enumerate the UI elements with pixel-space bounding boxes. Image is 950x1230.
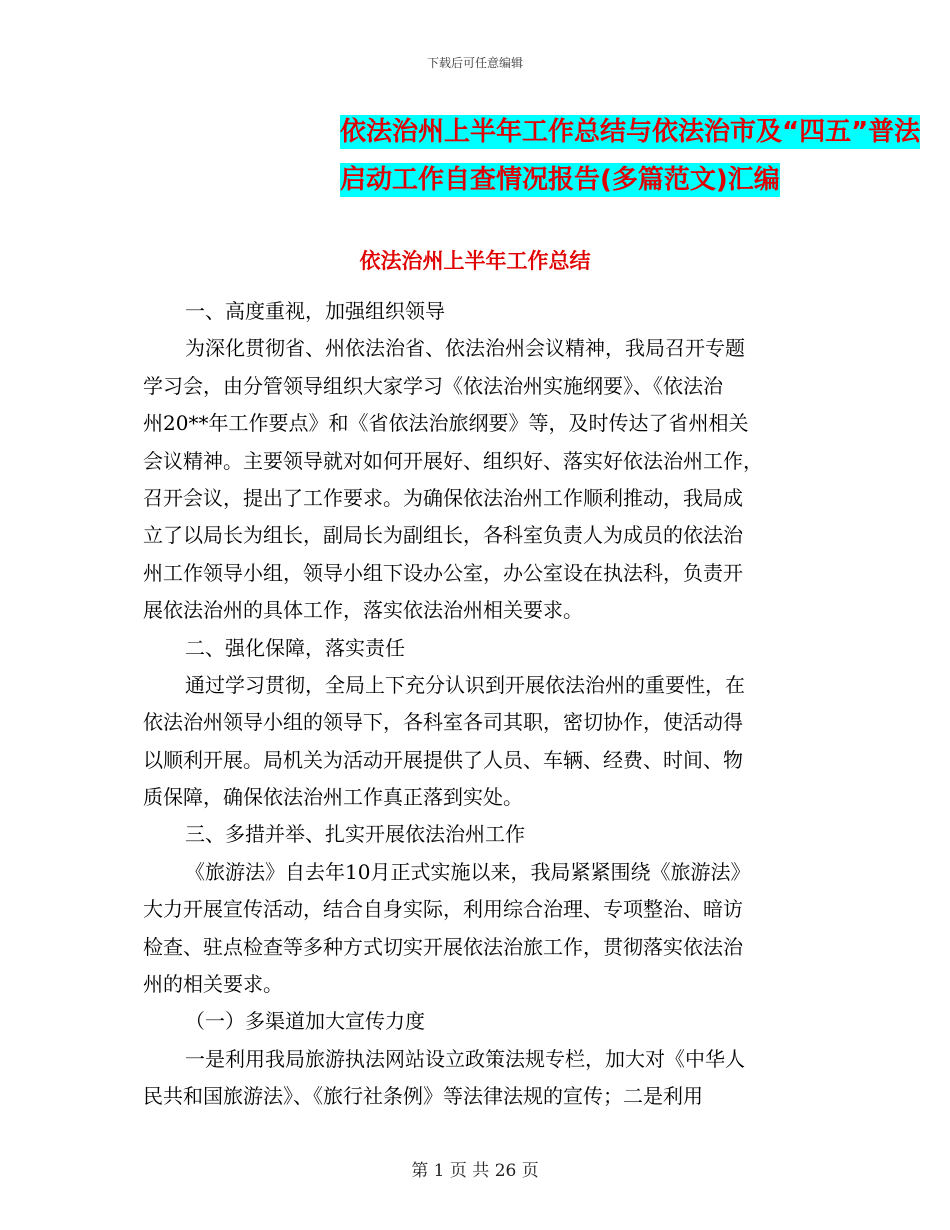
paragraph-line: 州的相关要求。 xyxy=(143,972,283,997)
section-title: 依法治州上半年工作总结 xyxy=(359,249,591,273)
paragraph-line: 州工作领导小组，领导小组下设办公室，办公室设在执法科，负责开 xyxy=(143,560,743,585)
document-title-line-1: 依法治州上半年工作总结与依法治市及“四五”普法 xyxy=(340,117,921,147)
page-footer: 第 1 页 共 26 页 xyxy=(411,1161,539,1181)
paragraph-line: 以顺利开展。局机关为活动开展提供了人员、车辆、经费、时间、物 xyxy=(143,747,743,772)
paragraph-line: 为深化贯彻省、州依法治省、依法治州会议精神，我局召开专题 xyxy=(185,336,745,361)
paragraph-line: 依法治州领导小组的领导下，各科室各司其职，密切协作，使活动得 xyxy=(143,710,743,735)
heading-3: 三、多措并举、扎实开展依法治州工作 xyxy=(185,822,525,847)
paragraph-line: 民共和国旅游法》、《旅行社条例》等法律法规的宣传；二是利用 xyxy=(143,1084,703,1109)
paragraph-line: 《旅游法》自去年10月正式实施以来，我局紧紧围绕《旅游法》 xyxy=(185,859,751,884)
paragraph-line: 通过学习贯彻，全局上下充分认识到开展依法治州的重要性，在 xyxy=(185,672,745,697)
subheading: （一）多渠道加大宣传力度 xyxy=(185,1009,425,1034)
paragraph-line: 一是利用我局旅游执法网站设立政策法规专栏，加大对《中华人 xyxy=(185,1046,745,1071)
paragraph-line: 检查、驻点检查等多种方式切实开展依法治旅工作，贯彻落实依法治 xyxy=(143,934,743,959)
page-header-note: 下载后可任意编辑 xyxy=(426,56,523,70)
document-body xyxy=(143,293,808,1116)
document-title-line-2: 启动工作自查情况报告(多篇范文)汇编 xyxy=(340,165,780,195)
heading-2: 二、强化保障，落实责任 xyxy=(185,635,405,660)
paragraph-line: 大力开展宣传活动，结合自身实际，利用综合治理、专项整治、暗访 xyxy=(143,897,743,922)
paragraph-line: 召开会议，提出了工作要求。为确保依法治州工作顺利推动，我局成 xyxy=(143,485,743,510)
paragraph-line: 立了以局长为组长，副局长为副组长，各科室负责人为成员的依法治 xyxy=(143,523,743,548)
paragraph-line: 展依法治州的具体工作，落实依法治州相关要求。 xyxy=(143,598,583,623)
heading-1: 一、高度重视，加强组织领导 xyxy=(185,299,445,323)
paragraph-line: 会议精神。主要领导就对如何开展好、组织好、落实好依法治州工作， xyxy=(143,448,763,473)
paragraph-line: 学习会，由分管领导组织大家学习《依法治州实施纲要》、《依法治 xyxy=(143,373,723,398)
paragraph-line: 质保障，确保依法治州工作真正落到实处。 xyxy=(143,785,523,810)
paragraph-line: 州20**年工作要点》和《省依法治旅纲要》等，及时传达了省州相关 xyxy=(143,411,749,436)
